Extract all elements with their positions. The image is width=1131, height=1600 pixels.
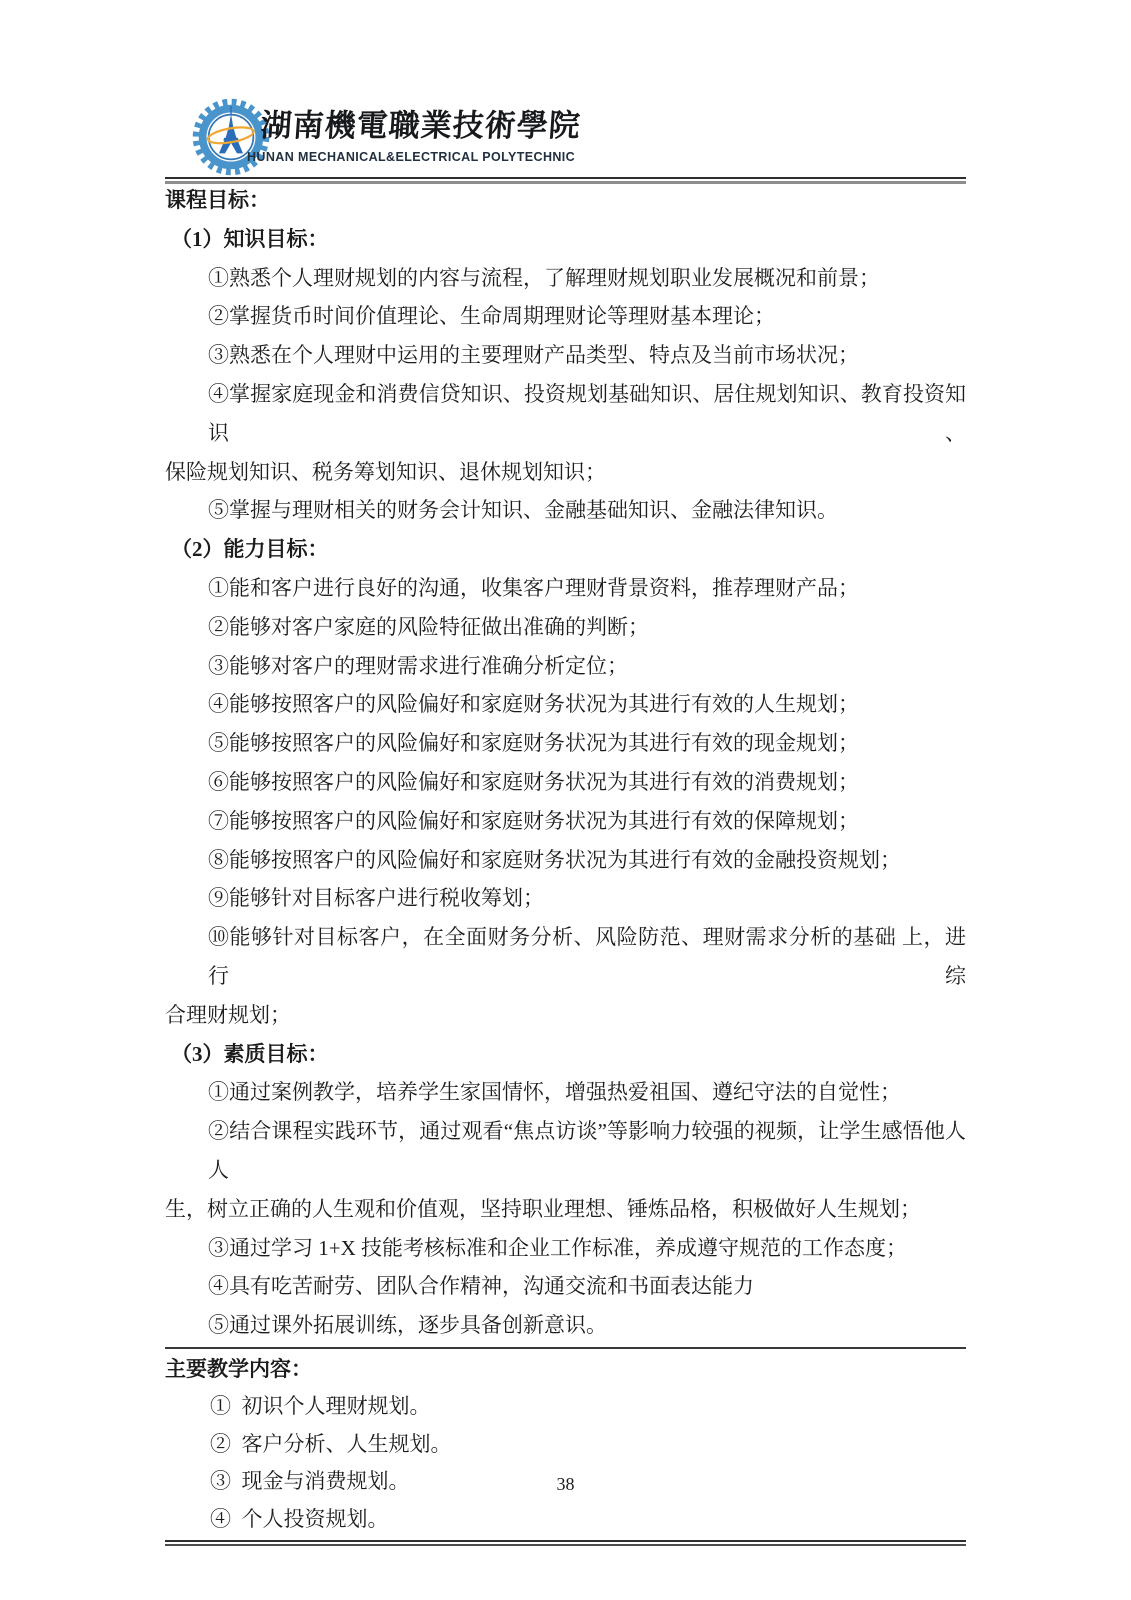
course-objectives-section: [165, 181, 966, 1345]
teaching-content-section: [165, 1351, 966, 1538]
table-bottom-border: [165, 1540, 966, 1546]
objective-cont: 合理财规划；: [165, 1002, 291, 1027]
teaching-item-li: ③ 现金与消费规划。: [210, 1469, 410, 1494]
teaching-item-li: ① 初识个人理财规划。: [210, 1394, 431, 1419]
objective-p: ⑩能够针对目标客户，在全面财务分析、风险防范、理财需求分析的基础 上，进行综: [208, 925, 966, 988]
objective-p: ⑧能够按照客户的风险偏好和家庭财务状况为其进行有效的金融投资规划；: [208, 847, 901, 872]
objective-p: ①通过案例教学，培养学生家国情怀，增强热爱祖国、遵纪守法的自觉性；: [208, 1080, 901, 1105]
objective-sub: （1）知识目标：: [171, 226, 329, 251]
objective-p: ②能够对客户家庭的风险特征做出准确的判断；: [208, 614, 649, 639]
section-divider: [165, 1347, 966, 1349]
objective-cont: 保险规划知识、税务筹划知识、退休规划知识；: [165, 459, 606, 484]
school-name-english: HUNAN MECHANICAL&ELECTRICAL POLYTECHNIC: [247, 150, 576, 164]
objective-p: ②结合课程实践环节，通过观看“焦点访谈”等影响力较强的视频，让学生感悟他人人: [208, 1119, 966, 1182]
objective-sub: （3）素质目标：: [171, 1041, 329, 1066]
school-name-chinese: 湖南機電職業技術學院: [259, 108, 583, 143]
teaching-item-li: ④ 个人投资规划。: [210, 1506, 389, 1531]
page-number: 38: [556, 1474, 575, 1494]
objective-p: ⑨能够针对目标客户进行税收筹划；: [208, 886, 544, 911]
teaching-item-li: ② 客户分析、人生规划。: [210, 1431, 452, 1456]
objective-p: ③通过学习 1+X 技能考核标准和企业工作标准，养成遵守规范的工作态度；: [208, 1235, 908, 1260]
objective-p: ④掌握家庭现金和消费信贷知识、投资规划基础知识、居住规划知识、教育投资知识、: [208, 381, 966, 445]
objective-p: ⑥能够按照客户的风险偏好和家庭财务状况为其进行有效的消费规划；: [208, 769, 859, 794]
teaching-item-h: 主要教学内容：: [165, 1356, 312, 1381]
objective-p: ①熟悉个人理财规划的内容与流程，了解理财规划职业发展概况和前景；: [208, 265, 880, 290]
objective-p: ①能和客户进行良好的沟通，收集客户理财背景资料，推荐理财产品；: [208, 575, 859, 600]
objective-p: ②掌握货币时间价值理论、生命周期理财论等理财基本理论；: [208, 304, 775, 329]
school-logo: [188, 92, 788, 180]
objective-p: ④具有吃苦耐劳、团队合作精神，沟通交流和书面表达能力: [208, 1274, 754, 1299]
objective-cont: 生，树立正确的人生观和价值观，坚持职业理想、锤炼品格，积极做好人生规划；: [165, 1196, 921, 1221]
objective-p: ⑦能够按照客户的风险偏好和家庭财务状况为其进行有效的保障规划；: [208, 808, 859, 833]
objective-p: ⑤能够按照客户的风险偏好和家庭财务状况为其进行有效的现金规划；: [208, 731, 859, 756]
objective-p: ⑤通过课外拓展训练，逐步具备创新意识。: [208, 1313, 607, 1338]
document-body: [165, 181, 966, 1546]
objective-p: ④能够按照客户的风险偏好和家庭财务状况为其进行有效的人生规划；: [208, 692, 859, 717]
objective-p: ③能够对客户的理财需求进行准确分析定位；: [208, 653, 628, 678]
objective-p: ⑤掌握与理财相关的财务会计知识、金融基础知识、金融法律知识。: [208, 498, 838, 523]
objective-p: ③熟悉在个人理财中运用的主要理财产品类型、特点及当前市场状况；: [208, 343, 859, 368]
objective-h: 课程目标：: [165, 188, 270, 212]
objective-sub: （2）能力目标：: [171, 537, 329, 562]
